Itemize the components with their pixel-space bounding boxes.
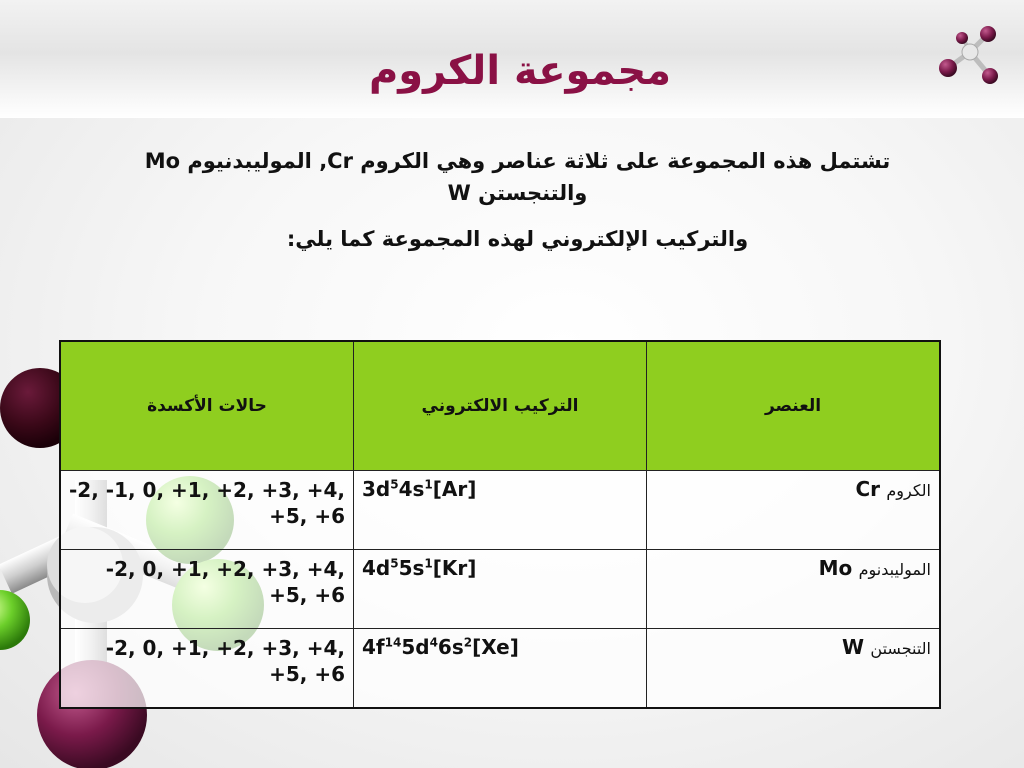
intro-line-1 <box>95 145 940 209</box>
config-orbital: 4f <box>362 635 385 659</box>
electron-config <box>362 635 519 659</box>
config-cell <box>354 471 647 550</box>
chromium-group-table <box>59 340 941 709</box>
element-symbol: Mo <box>818 556 853 580</box>
intro-line-2: والتركيب الإلكتروني لهذه المجموعة كما يلي: <box>286 227 749 251</box>
table-row <box>60 471 940 550</box>
intro-text <box>95 145 940 255</box>
header-element: العنصر <box>647 341 941 471</box>
element-symbol: W <box>841 635 865 659</box>
intro-symbol-cr: Cr <box>327 149 353 173</box>
config-exponent: 1 <box>424 477 433 492</box>
element-cell <box>647 629 941 709</box>
header-electron-config: التركيب الالكتروني <box>354 341 647 471</box>
intro-symbol-mo: Mo <box>144 149 181 173</box>
config-cell <box>354 550 647 629</box>
config-exponent: 4 <box>429 635 438 650</box>
config-exponent: 14 <box>384 635 402 650</box>
intro-part-2: , الموليبدنيوم <box>187 149 328 173</box>
table-row <box>60 629 940 709</box>
config-core: [Kr] <box>432 556 477 580</box>
intro-symbol-w: W <box>447 181 471 205</box>
element-name: التنجستن <box>870 639 931 658</box>
config-orbital: 5d <box>401 635 430 659</box>
config-core: [Ar] <box>432 477 477 501</box>
config-exponent: 1 <box>424 556 433 571</box>
element-symbol: Cr <box>855 477 881 501</box>
element-cell <box>647 471 941 550</box>
element-cell <box>647 550 941 629</box>
config-core: [Xe] <box>472 635 519 659</box>
config-cell <box>354 629 647 709</box>
config-orbital: 4s <box>398 477 425 501</box>
header-oxidation-states: حالات الأكسدة <box>60 341 354 471</box>
oxidation-cell: -2, -1, 0, +1, +2, +3, +4, +5, +6 <box>60 471 354 550</box>
config-orbital: 3d <box>362 477 391 501</box>
config-orbital: 6s <box>437 635 464 659</box>
molecule-icon <box>934 24 1006 94</box>
intro-part-3: والتنجستن <box>478 181 588 205</box>
table-row <box>60 550 940 629</box>
table-header-row <box>60 341 940 471</box>
oxidation-cell: -2, 0, +1, +2, +3, +4, +5, +6 <box>60 629 354 709</box>
config-exponent: 5 <box>390 556 399 571</box>
intro-part-1: تشتمل هذه المجموعة على ثلاثة عناصر وهي الكروم <box>360 149 891 173</box>
electron-config <box>362 556 476 580</box>
config-orbital: 5s <box>398 556 425 580</box>
electron-config <box>362 477 476 501</box>
page-title: مجموعة الكروم <box>368 48 672 94</box>
element-name: الكروم <box>886 481 931 500</box>
config-exponent: 5 <box>390 477 399 492</box>
element-name: الموليبدنوم <box>858 560 931 579</box>
config-exponent: 2 <box>463 635 473 650</box>
oxidation-cell: -2, 0, +1, +2, +3, +4, +5, +6 <box>60 550 354 629</box>
config-orbital: 4d <box>362 556 391 580</box>
